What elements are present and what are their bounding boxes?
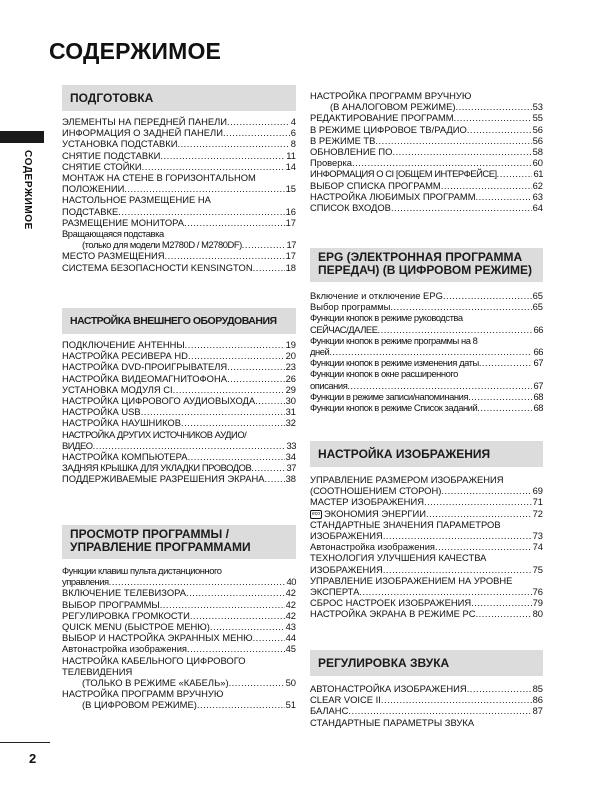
toc-entry[interactable] — [310, 124, 543, 135]
toc-entry-title-line: ТЕЛЕВИДЕНИЯ — [62, 665, 133, 677]
dot-leader — [375, 135, 531, 146]
toc-entry-title-line: НАСТОЛЬНОЕ РАЗМЕЩЕНИЕ НА — [62, 194, 211, 206]
dot-leader — [392, 146, 531, 157]
toc-entry-title: УСТАНОВКА МОДУЛЯ CI — [62, 383, 173, 395]
dot-leader — [185, 339, 285, 350]
toc-entry-title: НАСТРОЙКА ЭКРАНА В РЕЖИМЕ PC — [310, 608, 476, 620]
toc-entry-page: 15 — [285, 183, 296, 195]
toc-entry[interactable] — [310, 357, 543, 368]
section-heading-program-viewing: ПРОСМОТР ПРОГРАММЫ / УПРАВЛЕНИЕ ПРОГРАММАМИ — [62, 525, 296, 559]
toc-entry[interactable] — [62, 643, 296, 654]
dot-leader — [229, 677, 285, 688]
toc-entry[interactable] — [62, 632, 296, 643]
toc-entry-title: СПИСОК ВХОДОВ — [310, 202, 391, 214]
toc-entry[interactable] — [310, 541, 543, 552]
dot-leader — [359, 586, 531, 597]
toc-entry-title: ЭЛЕМЕНТЫ НА ПЕРЕДНЕЙ ПАНЕЛИ — [62, 116, 228, 127]
dot-leader — [391, 202, 532, 213]
toc-entry-title: ПОДКЛЮЧЕНИЕ АНТЕННЫ — [62, 339, 185, 350]
toc-entry[interactable] — [310, 391, 543, 402]
toc-entry-page: 30 — [285, 395, 296, 407]
eco-energy-icon: eco — [311, 510, 321, 517]
dot-leader — [455, 101, 531, 112]
toc-entry-title-line: НАСТРОЙКА КАБЕЛЬНОГО ЦИФРОВОГО — [62, 654, 246, 666]
dot-leader — [476, 608, 532, 619]
dot-leader — [160, 150, 285, 161]
dot-leader — [253, 262, 285, 273]
toc-entry-title: Автонастройка изображения — [62, 643, 188, 655]
dot-leader — [479, 357, 533, 368]
toc-entry-title: СНЯТИЕ ПОДСТАВКИ — [62, 149, 161, 161]
toc-entry-title: Функции кнопок в режиме Список заданий — [310, 402, 478, 414]
toc-entry[interactable] — [310, 157, 543, 168]
dot-leader — [142, 161, 285, 172]
toc-entry-title: НАСТРОЙКА ВИДЕОМАГНИТОФОНА — [62, 372, 227, 384]
dot-leader — [141, 406, 285, 417]
page-number: 2 — [29, 751, 37, 766]
toc-entry-page: 29 — [285, 383, 296, 395]
toc-entry-title: ВЫБОР И НАСТРОЙКА ЭКРАННЫХ МЕНЮ — [62, 632, 253, 644]
toc-list-sound — [310, 683, 543, 728]
toc-entry[interactable] — [62, 462, 296, 473]
toc-entry-page: 74 — [532, 541, 543, 553]
toc-entry-title: управления — [62, 576, 109, 588]
toc-entry-title: НАСТРОЙКА РЕСИВЕРА HD — [62, 350, 188, 362]
dot-leader — [443, 290, 532, 301]
toc-entry-page: 80 — [532, 608, 543, 620]
toc-entry-page: 42 — [285, 609, 296, 621]
toc-entry-title: ИЗОБРАЖЕНИЯ — [310, 563, 383, 575]
toc-entry-page: 42 — [285, 598, 296, 610]
toc-entry-page: 71 — [532, 496, 543, 508]
toc-entry-title-line: НАСТРОЙКА ДРУГИХ ИСТОЧНИКОВ АУДИО/ — [62, 428, 247, 440]
toc-entry-page: 20 — [285, 350, 296, 362]
toc-entry-page: 45 — [285, 643, 296, 655]
toc-entry-page: 50 — [285, 677, 296, 689]
toc-entry-title: НАСТРОЙКА USB — [62, 406, 141, 418]
toc-entry-title-line: СТАНДАРТНЫЕ ЗНАЧЕНИЯ ПАРАМЕТРОВ — [310, 518, 501, 530]
toc-entry[interactable] — [310, 368, 543, 390]
toc-entry[interactable] — [310, 202, 543, 213]
toc-entry[interactable] — [310, 301, 543, 312]
toc-entry[interactable] — [310, 191, 543, 202]
dot-leader — [424, 496, 532, 507]
toc-entry-page: 62 — [532, 179, 543, 191]
dot-leader — [383, 530, 532, 541]
toc-entry-title: В РЕЖИМЕ ЦИФРОВОЕ ТВ/РАДИО — [310, 123, 467, 135]
toc-entry[interactable] — [62, 127, 296, 138]
dot-leader — [426, 508, 532, 519]
dot-leader — [329, 346, 532, 357]
toc-entry-title-line: УПРАВЛЕНИЕ ИЗОБРАЖЕНИЕМ НА УРОВНЕ — [310, 574, 513, 586]
toc-entry-title: (В ЦИФРОВОМ РЕЖИМЕ) — [82, 699, 197, 711]
toc-entry[interactable] — [62, 395, 296, 406]
toc-entry-page: 73 — [532, 530, 543, 542]
toc-entry[interactable] — [62, 217, 296, 228]
toc-entry[interactable] — [62, 161, 296, 172]
toc-entry-page: 85 — [532, 683, 543, 694]
toc-entry-page: 66 — [533, 346, 543, 358]
toc-entry-title: ПОЛОЖЕНИИ — [62, 183, 125, 195]
dot-leader — [190, 610, 285, 621]
toc-list-external-equipment — [62, 339, 296, 485]
toc-entry-title-line: Функции кнопок в режиме руководства — [310, 312, 463, 324]
toc-entry[interactable] — [310, 694, 543, 705]
dot-leader — [265, 473, 285, 484]
dot-leader — [352, 157, 532, 168]
dot-leader — [441, 180, 532, 191]
toc-entry-title-line: Функции клавиш пульта дистанционного — [62, 565, 222, 576]
dot-leader — [378, 324, 533, 335]
dot-leader — [347, 380, 532, 391]
toc-entry[interactable] — [62, 138, 296, 149]
toc-entry[interactable] — [62, 194, 296, 216]
toc-entry-page: 18 — [285, 261, 296, 273]
toc-entry-title: (В АНАЛОГОВОМ РЕЖИМЕ) — [330, 101, 456, 113]
toc-entry[interactable] — [62, 116, 296, 127]
dot-leader — [210, 621, 285, 632]
dot-leader — [227, 361, 284, 372]
section-heading-external-equipment: НАСТРОЙКА ВНЕШНЕГО ОБОРУДОВАНИЯ — [62, 308, 296, 334]
toc-entry-page: 38 — [285, 473, 296, 485]
toc-entry-page: 60 — [532, 157, 543, 169]
dot-leader — [188, 451, 285, 462]
toc-entry-title: НАСТРОЙКА DVD-ПРОИГРЫВАТЕЛЯ — [62, 361, 228, 373]
dot-leader — [186, 587, 285, 598]
toc-entry-title: ЭКОНОМИЯ ЭНЕРГИИ — [324, 507, 426, 519]
toc-entry-title: СТАНДАРТНЫЕ ПАРАМЕТРЫ ЗВУКА — [310, 716, 475, 728]
toc-entry-page: 58 — [532, 146, 543, 158]
toc-entry-title: АВТОНАСТРОЙКА ИЗОБРАЖЕНИЯ — [310, 683, 467, 694]
toc-entry-page: 17 — [286, 239, 296, 251]
toc-entry-page: 66 — [533, 323, 543, 335]
toc-entry[interactable] — [62, 417, 296, 428]
toc-entry-page: 44 — [285, 632, 296, 644]
toc-entry-title-line: ТЕХНОЛОГИЯ УЛУЧШЕНИЯ КАЧЕСТВА — [310, 552, 487, 564]
toc-entry-page: 76 — [532, 586, 543, 598]
dot-leader — [177, 138, 289, 149]
toc-entry-page: 51 — [285, 699, 296, 711]
section-heading-preparation: ПОДГОТОВКА — [62, 85, 296, 111]
dot-leader — [197, 699, 285, 710]
toc-list-preparation — [62, 116, 296, 273]
toc-entry-title: НАСТРОЙКА НАУШНИКОВ — [62, 417, 181, 429]
dot-leader — [390, 301, 531, 312]
dot-leader — [165, 250, 285, 261]
toc-entry[interactable] — [310, 608, 543, 619]
dot-leader — [188, 350, 285, 361]
dot-leader — [181, 417, 285, 428]
dot-leader — [118, 206, 284, 217]
side-tab-bar — [0, 131, 44, 143]
toc-entry-title: ОБНОВЛЕНИЕ ПО — [310, 146, 393, 158]
toc-entry-title-line: МОНТАЖ НА СТЕНЕ В ГОРИЗОНТАЛЬНОМ — [62, 172, 256, 184]
dot-leader — [187, 643, 285, 654]
toc-entry[interactable] — [310, 597, 543, 608]
toc-entry-title: УСТАНОВКА ПОДСТАВКИ — [62, 138, 178, 150]
toc-entry-title: ВКЛЮЧЕНИЕ ТЕЛЕВИЗОРА — [62, 587, 186, 599]
toc-entry[interactable] — [310, 552, 543, 574]
toc-entry-title: Включение и отключение EPG — [310, 290, 443, 301]
toc-entry-page: 75 — [532, 563, 543, 575]
toc-entry-title: ПОДСТАВКЕ — [62, 205, 119, 217]
dot-leader — [255, 395, 284, 406]
toc-entry-title-line: НАСТРОЙКА ПРОГРАММ ВРУЧНУЮ — [310, 90, 472, 101]
dot-leader — [160, 599, 285, 610]
toc-entry-page: 55 — [532, 112, 543, 124]
toc-entry-title: QUICK MENU (БЫСТРОЕ МЕНЮ) — [62, 621, 210, 633]
dot-leader — [497, 168, 533, 179]
toc-entry-title: РАЗМЕЩЕНИЕ МОНИТОРА — [62, 216, 184, 228]
toc-entry[interactable] — [62, 250, 296, 261]
toc-entry-page: 8 — [290, 138, 296, 150]
toc-entry-page: 31 — [285, 406, 296, 418]
toc-entry-page: 69 — [532, 485, 543, 497]
toc-entry-title: НАСТРОЙКА ЛЮБИМЫХ ПРОГРАММ — [310, 190, 476, 202]
toc-list-picture-settings — [310, 474, 543, 620]
dot-leader — [242, 239, 286, 250]
dot-leader — [468, 391, 532, 402]
dot-leader — [471, 597, 531, 608]
toc-entry-page: 33 — [286, 439, 296, 451]
toc-entry[interactable] — [310, 135, 543, 146]
toc-entry-title: В РЕЖИМЕ ТВ — [310, 134, 376, 146]
footer-rule — [0, 742, 50, 743]
toc-entry-title: (СООТНОШЕНИЕМ СТОРОН) — [310, 485, 442, 497]
toc-entry-title: дней — [310, 346, 330, 358]
dot-leader — [253, 632, 285, 643]
dot-leader — [435, 541, 532, 552]
toc-entry-page: 68 — [533, 402, 543, 414]
toc-entry-title: МЕСТО РАЗМЕЩЕНИЯ — [62, 250, 165, 262]
dot-leader — [124, 183, 284, 194]
toc-entry-title: СНЯТИЕ СТОЙКИ — [62, 160, 142, 172]
toc-entry-title: Выбор программы — [310, 301, 391, 313]
toc-entry-page: 42 — [285, 587, 296, 599]
toc-entry[interactable] — [310, 112, 543, 123]
toc-entry[interactable] — [62, 473, 296, 484]
toc-entry-page: 56 — [532, 123, 543, 135]
side-tab-label: СОДЕРЖИМОЕ — [22, 150, 33, 230]
toc-entry-title: ВЫБОР ПРОГРАММЫ — [62, 598, 160, 610]
toc-entry-title: МАСТЕР ИЗОБРАЖЕНИЯ — [310, 496, 424, 508]
toc-entry-title: (только для модели M2780D / M2780DF) — [82, 239, 242, 251]
page-title: СОДЕРЖИМОЕ — [49, 38, 222, 64]
toc-entry-page: 53 — [532, 101, 543, 113]
toc-entry-title: ЭКСПЕРТА — [310, 586, 360, 598]
toc-entry[interactable] — [62, 655, 296, 689]
dot-leader — [476, 191, 532, 202]
toc-entry-title: Функции кнопок в режиме изменения даты — [310, 357, 479, 369]
toc-entry-title: РЕДАКТИРОВАНИЕ ПРОГРАММ — [310, 112, 454, 124]
toc-entry-title: НАСТРОЙКА ЦИФРОВОГО АУДИОВЫХОДА — [62, 395, 256, 407]
dot-leader — [381, 694, 532, 705]
toc-entry-page: 65 — [532, 301, 543, 313]
toc-entry[interactable] — [310, 683, 543, 694]
toc-entry-page: 37 — [286, 462, 296, 474]
toc-entry[interactable] — [62, 688, 296, 710]
toc-entry[interactable] — [310, 575, 543, 597]
toc-entry-title: НАСТРОЙКА КОМПЬЮТЕРА — [62, 451, 188, 463]
toc-entry-page: 64 — [532, 202, 543, 214]
toc-entry-page: 32 — [285, 417, 296, 429]
toc-entry-title: ЗАДНЯЯ КРЫШКА ДЛЯ УКЛАДКИ ПРОВОДОВ — [62, 462, 252, 474]
toc-entry[interactable] — [62, 339, 296, 350]
toc-entry[interactable] — [62, 565, 296, 587]
toc-entry-page: 26 — [285, 372, 296, 384]
toc-entry[interactable] — [62, 429, 296, 451]
toc-entry[interactable] — [62, 150, 296, 161]
toc-entry-page: 72 — [532, 507, 543, 519]
toc-entry-title: Проверка — [310, 157, 352, 169]
toc-entry-title: БАЛАНС — [310, 705, 349, 717]
section-heading-sound: РЕГУЛИРОВКА ЗВУКА — [310, 650, 543, 676]
toc-entry-page: 86 — [532, 694, 543, 706]
toc-entry[interactable] — [62, 384, 296, 395]
dot-leader — [223, 127, 290, 138]
toc-entry-page: 67 — [533, 357, 543, 369]
toc-entry-page: 11 — [286, 149, 296, 161]
toc-entry[interactable] — [310, 496, 543, 507]
toc-entry-page: 68 — [533, 390, 543, 402]
toc-entry[interactable] — [310, 312, 543, 334]
dot-leader — [227, 116, 290, 127]
toc-entry-page: 40 — [286, 576, 296, 588]
toc-entry[interactable] — [310, 705, 543, 716]
toc-entry-title: ВИДЕО — [62, 439, 93, 451]
toc-entry-page: 17 — [285, 250, 296, 262]
toc-list-epg — [310, 290, 543, 413]
toc-entry-title: ВЫБОР СПИСКА ПРОГРАММ — [310, 179, 441, 191]
toc-entry[interactable] — [62, 373, 296, 384]
toc-entry-page: 4 — [290, 116, 296, 127]
toc-entry-page: 16 — [285, 205, 296, 217]
toc-entry[interactable] — [62, 587, 296, 598]
toc-entry[interactable] — [310, 290, 543, 301]
toc-entry-page: 43 — [285, 621, 296, 633]
toc-entry-page: 79 — [532, 597, 543, 609]
toc-entry-page: 19 — [285, 339, 296, 350]
toc-entry-page: 61 — [533, 168, 543, 180]
toc-entry-page: 17 — [285, 216, 296, 228]
dot-leader — [454, 112, 532, 123]
dot-leader — [93, 440, 286, 451]
dot-leader — [441, 485, 531, 496]
toc-entry[interactable] — [62, 361, 296, 372]
toc-entry-title-line: Функции кнопок в окне расширенного — [310, 368, 458, 380]
section-heading-epg: EPG (ЭЛЕКТРОННАЯ ПРОГРАММА ПЕРЕДАЧ) (В ЦИФРОВОМ РЕЖИМЕ) — [310, 248, 543, 282]
toc-entry-page: 6 — [290, 127, 296, 139]
toc-entry[interactable] — [310, 168, 543, 179]
toc-entry[interactable] — [310, 474, 543, 496]
toc-entry-title: ИЗОБРАЖЕНИЯ — [310, 530, 383, 542]
toc-entry-title-line: НАСТРОЙКА ПРОГРАММ ВРУЧНУЮ — [62, 688, 224, 700]
toc-entry[interactable] — [62, 228, 296, 250]
dot-leader — [348, 705, 531, 716]
toc-entry[interactable] — [310, 717, 543, 728]
toc-entry[interactable] — [310, 180, 543, 191]
toc-entry-title: Функции в режиме записи/напоминания — [310, 390, 469, 402]
dot-leader — [467, 124, 532, 135]
toc-entry-title-line: Функции кнопок в режиме программы на 8 — [310, 334, 478, 346]
dot-leader — [467, 683, 532, 694]
toc-entry[interactable] — [62, 451, 296, 462]
toc-entry-title: СЕЙЧАС/ДАЛЕЕ — [310, 323, 378, 335]
toc-entry[interactable] — [62, 350, 296, 361]
toc-entry-page: 63 — [532, 190, 543, 202]
toc-entry-title-line: Вращающаяся подставка — [62, 228, 164, 240]
toc-entry[interactable] — [62, 599, 296, 610]
toc-entry-title-line: УПРАВЛЕНИЕ РАЗМЕРОМ ИЗОБРАЖЕНИЯ — [310, 474, 504, 485]
toc-entry-page: 23 — [285, 361, 296, 373]
toc-entry-title: РЕГУЛИРОВКА ГРОМКОСТИ — [62, 609, 190, 621]
toc-entry-title: ИНФОРМАЦИЯ О ЗАДНЕЙ ПАНЕЛИ — [62, 127, 223, 139]
dot-leader — [227, 373, 285, 384]
dot-leader — [383, 564, 532, 575]
dot-leader — [109, 576, 286, 587]
toc-entry-title: ИНФОРМАЦИЯ О CI [ОБЩЕМ ИНТЕРФЕЙСЕ] — [310, 168, 497, 180]
toc-entry-page: 67 — [533, 379, 543, 391]
toc-entry[interactable] — [310, 335, 543, 357]
dot-leader — [477, 402, 532, 413]
toc-entry-title: ПОДДЕРЖИВАЕМЫЕ РАЗРЕШЕНИЯ ЭКРАНА — [62, 473, 265, 485]
toc-entry-page: 14 — [285, 160, 296, 172]
toc-entry-page: 34 — [285, 451, 296, 463]
toc-entry[interactable] — [310, 90, 543, 112]
dot-leader — [173, 384, 285, 395]
toc-entry[interactable] — [310, 519, 543, 541]
toc-entry-title: CLEAR VOICE II — [310, 694, 381, 706]
toc-entry-title: описания — [310, 379, 348, 391]
toc-list-program-viewing — [62, 565, 296, 711]
toc-entry[interactable] — [62, 172, 296, 194]
dot-leader — [251, 462, 285, 473]
section-heading-picture-settings: НАСТРОЙКА ИЗОБРАЖЕНИЯ — [310, 441, 543, 467]
toc-list-program-setup-continued — [310, 90, 543, 213]
dot-leader — [184, 217, 285, 228]
toc-entry[interactable] — [62, 262, 296, 273]
toc-entry-title: Автонастройка изображения — [310, 541, 436, 553]
toc-entry[interactable] — [62, 610, 296, 621]
toc-entry[interactable] — [62, 406, 296, 417]
toc-entry[interactable] — [62, 621, 296, 632]
toc-entry[interactable] — [310, 146, 543, 157]
toc-entry-page: 56 — [532, 134, 543, 146]
toc-entry[interactable] — [310, 508, 543, 519]
toc-entry-page: 87 — [532, 705, 543, 717]
toc-entry-page: 65 — [532, 290, 543, 301]
toc-entry-title: СИСТЕМА БЕЗОПАСНОСТИ KENSINGTON — [62, 261, 253, 273]
toc-entry[interactable] — [310, 402, 543, 413]
toc-entry-title: (ТОЛЬКО В РЕЖИМЕ «КАБЕЛЬ») — [82, 677, 229, 689]
toc-entry-title: СБРОС НАСТРОЕК ИЗОБРАЖЕНИЯ — [310, 597, 472, 609]
